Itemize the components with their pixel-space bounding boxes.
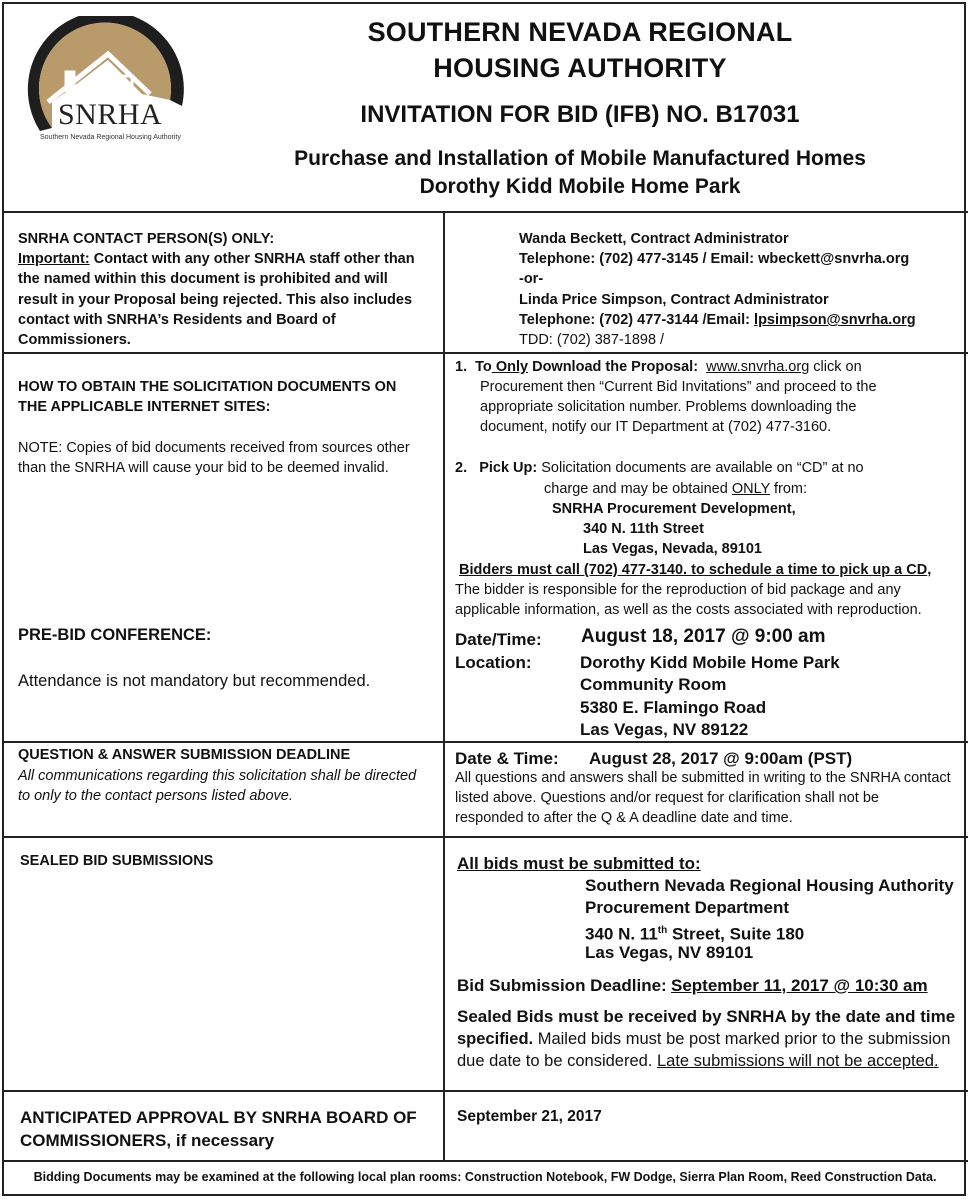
- prebid-location-line2: Community Room: [580, 675, 727, 694]
- item2-number: 2.: [455, 460, 468, 476]
- prebid-heading: PRE-BID CONFERENCE:: [18, 626, 212, 644]
- page-title-line1: SOUTHERN NEVADA REGIONAL: [367, 17, 793, 47]
- prebid-location-label: Location:: [455, 653, 532, 672]
- qa-text-line1: All questions and answers shall be submitted in writing to the SNRHA contact: [455, 770, 951, 786]
- qa-text-line2: listed above. Questions and/or request for clarification shall not be: [455, 790, 879, 806]
- approval-heading-line1: ANTICIPATED APPROVAL BY SNRHA BOARD OF: [20, 1108, 417, 1127]
- item2-only: ONLY: [731, 481, 770, 497]
- qa-heading: QUESTION & ANSWER SUBMISSION DEADLINE: [18, 747, 351, 763]
- sealed-para-line2: [457, 1028, 950, 1051]
- person2-phone-text: Telephone: (702) 477-3144 /Email:: [519, 312, 755, 328]
- obtain-note-line2: than the SNRHA will cause your bid to be deemed invalid.: [18, 460, 389, 476]
- item1-only: Only: [491, 359, 529, 375]
- addr3-post: Street, Suite 180: [667, 924, 805, 944]
- pickup-call-text: Bidders must call (702) 477-3140. to schedule a time to pick up a CD: [459, 562, 928, 578]
- prebid-location-line1: Dorothy Kidd Mobile Home Park: [580, 653, 840, 672]
- sealed-para-line1: Sealed Bids must be received by SNRHA by the date and time: [457, 1007, 956, 1026]
- obtain-item2-line2: [544, 479, 807, 500]
- logo-subtext: Southern Nevada Regional Housing Authority: [40, 134, 181, 141]
- pickup-address-line3: Las Vegas, Nevada, 89101: [583, 541, 762, 557]
- pickup-address-line1: SNRHA Procurement Development,: [552, 501, 796, 517]
- divider: [2, 836, 968, 838]
- addr3-pre: 340 N. 11: [585, 924, 658, 944]
- prebid-location-line3: 5380 E. Flamingo Road: [580, 698, 767, 717]
- contact-person2: Linda Price Simpson, Contract Administrator: [519, 292, 829, 308]
- item1-label: Download the Proposal:: [528, 359, 699, 375]
- prebid-note: Attendance is not mandatory but recommended.: [18, 672, 371, 690]
- obtain-item1-line1: [455, 357, 862, 378]
- approval-heading-line2: COMMISSIONERS, if necessary: [20, 1131, 275, 1150]
- divider: [2, 1090, 968, 1092]
- page-title-line2: HOUSING AUTHORITY: [433, 53, 727, 83]
- obtain-item2-line1: [455, 458, 864, 479]
- qa-text-line3: responded to after the Q & A deadline date and time.: [455, 810, 793, 826]
- pickup-call-comma: ,: [927, 562, 932, 578]
- pickup-call-line: [459, 560, 931, 581]
- prebid-location-line4: Las Vegas, NV 89122: [580, 720, 749, 739]
- divider: [2, 741, 968, 743]
- sealed-specified: specified.: [457, 1030, 534, 1048]
- responsibility-line1: The bidder is responsible for the reproduction of bid package and any: [455, 582, 901, 598]
- important-text: Contact with any other SNRHA staff other than: [89, 251, 415, 267]
- logo-text: SNRHA: [58, 98, 163, 131]
- contact-tdd: TDD: (702) 387-1898 /: [519, 332, 665, 348]
- divider: [2, 1160, 968, 1162]
- sealed-address-line1: Southern Nevada Regional Housing Authority: [585, 876, 954, 895]
- sealed-due-text: due date to be considered.: [457, 1052, 657, 1070]
- sealed-mailed-text: Mailed bids must be post marked prior to the submission: [533, 1030, 951, 1048]
- qa-note-line1: All communications regarding this solicitation shall be directed: [18, 768, 417, 784]
- column-divider: [443, 211, 445, 1162]
- subtitle-line1: Purchase and Installation of Mobile Manufactured Homes: [294, 147, 866, 170]
- contact-person1-phone[interactable]: Telephone: (702) 477-3145 / Email: wbeckett@snvrha.org: [519, 251, 910, 267]
- contact-line: contact with SNRHA’s Residents and Board of: [18, 312, 336, 328]
- contact-important-line: [18, 249, 415, 270]
- bid-deadline-value: September 11, 2017 @ 10:30 am: [671, 976, 928, 995]
- item1-after-url: click on: [809, 359, 862, 375]
- obtain-heading-line1: HOW TO OBTAIN THE SOLICITATION DOCUMENTS ON: [18, 379, 397, 395]
- item2-line2-post: from:: [769, 481, 808, 497]
- divider: [2, 211, 968, 213]
- footer-plan-rooms: Bidding Documents may be examined at the following local plan rooms: Construction Notebook, FW Dodge, Sierra Plan Room, Reed Construction Data.: [33, 1170, 937, 1184]
- sealed-heading: SEALED BID SUBMISSIONS: [20, 853, 214, 869]
- contact-person2-phone: [519, 310, 916, 331]
- item2-text: Solicitation documents are available on “CD” at no: [537, 460, 864, 476]
- bid-deadline-label: Bid Submission Deadline:: [457, 976, 667, 995]
- ifb-number: INVITATION FOR BID (IFB) NO. B17031: [360, 101, 800, 128]
- qa-date-label: Date & Time:: [455, 749, 559, 768]
- obtain-item1-line2: Procurement then “Current Bid Invitations” and proceed to the: [480, 379, 877, 395]
- important-label: Important:: [18, 251, 90, 267]
- obtain-note-line1: NOTE: Copies of bid documents received from sources other: [18, 440, 410, 456]
- addr3-sup: th: [657, 925, 668, 936]
- responsibility-line2: applicable information, as well as the costs associated with reproduction.: [455, 602, 922, 618]
- obtain-item1-line3: appropriate solicitation number. Problems downloading the: [480, 399, 857, 415]
- qa-note-line2: to only to the contact persons listed above.: [18, 788, 293, 804]
- prebid-date-label: Date/Time:: [455, 630, 542, 649]
- contact-line: the named within this document is prohibited and will: [18, 271, 388, 287]
- obtain-item1-line4: document, notify our IT Department at (702) 477-3160.: [480, 419, 832, 435]
- contact-line: Commissioners.: [18, 332, 131, 348]
- person2-email-link[interactable]: lpsimpson@snvrha.org: [754, 312, 916, 328]
- approval-date: September 21, 2017: [457, 1108, 602, 1125]
- subtitle-line2: Dorothy Kidd Mobile Home Park: [419, 175, 741, 198]
- item2-label: Pick Up:: [479, 460, 538, 476]
- item1-number: 1.: [455, 359, 468, 375]
- sealed-para-line3: [457, 1050, 939, 1073]
- sealed-address-line4: Las Vegas, NV 89101: [585, 943, 754, 962]
- snvrha-website-link[interactable]: www.snvrha.org: [706, 359, 810, 375]
- item1-to: To: [475, 359, 492, 375]
- contact-line: result in your Proposal being rejected. This also includes: [18, 292, 413, 308]
- qa-date-value: August 28, 2017 @ 9:00am (PST): [589, 749, 853, 768]
- contact-heading: SNRHA CONTACT PERSON(S) ONLY:: [18, 231, 275, 247]
- prebid-date-value: August 18, 2017 @ 9:00 am: [581, 626, 826, 647]
- divider: [2, 352, 968, 354]
- item2-line2-pre: charge and may be obtained: [544, 481, 732, 497]
- sealed-address-line2: Procurement Department: [585, 898, 790, 917]
- pickup-address-line2: 340 N. 11th Street: [583, 521, 704, 537]
- sealed-late-text: Late submissions will not be accepted.: [656, 1052, 939, 1070]
- contact-person1: Wanda Beckett, Contract Administrator: [519, 231, 789, 247]
- sealed-submit-to: All bids must be submitted to:: [457, 854, 701, 873]
- contact-or: -or-: [519, 271, 544, 287]
- obtain-heading-line2: THE APPLICABLE INTERNET SITES:: [18, 399, 271, 415]
